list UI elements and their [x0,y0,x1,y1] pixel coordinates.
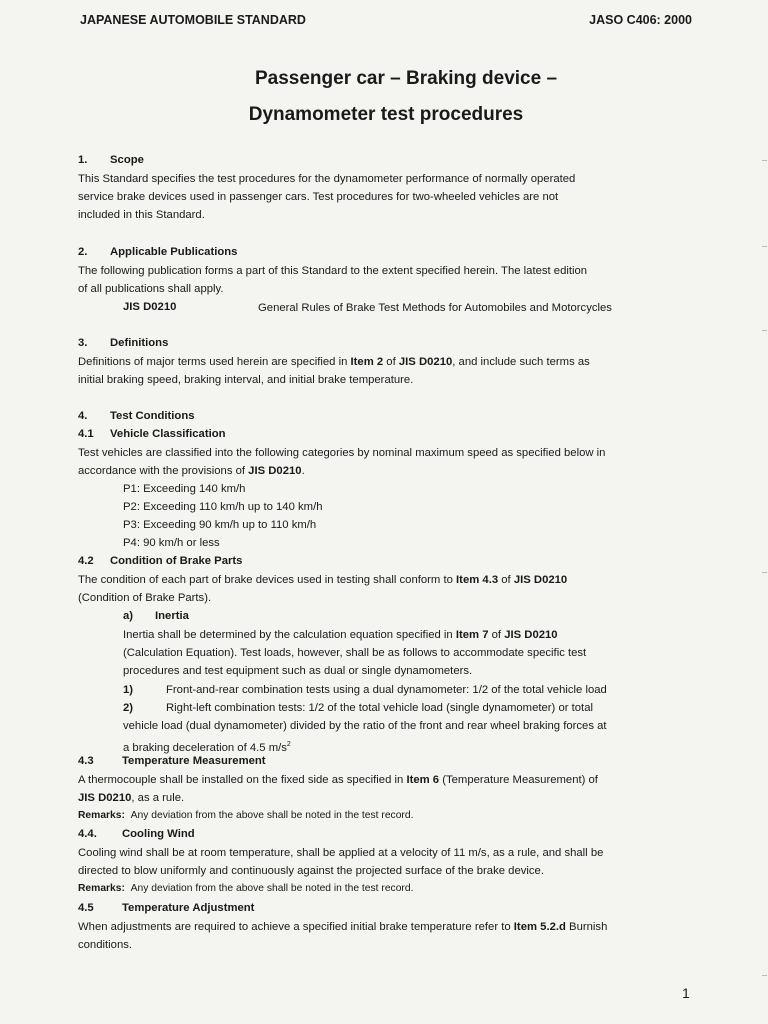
scan-artifact [762,975,767,976]
list-label: 1) [123,684,134,696]
subsection-4-3-heading [78,752,266,770]
section-1-text-line: service brake devices used in passenger cars. Test procedures for two-wheeled vehicles are not [78,191,559,203]
text-run: The condition of each part of brake devices used in testing shall conform to [78,574,457,586]
standard-reference: JIS D0210 [504,629,558,641]
section-number: 2. [78,246,88,258]
section-number: 4.3 [78,755,94,767]
section-title: Cooling Wind [122,828,195,840]
text-run: A thermocouple shall be installed on the fixed side as specified in [78,774,407,786]
document-title-line1: Passenger car – Braking device – [254,68,558,89]
section-title: Scope [110,154,144,166]
inertia-heading [123,607,189,625]
subsection-4-2-text-line: (Condition of Brake Parts). [78,592,212,604]
category-list-item: P1: Exceeding 140 km/h [123,483,246,495]
numbered-item-text: Right-left combination tests: 1/2 of the total vehicle load (single dynamometer) or total [166,702,593,714]
item-reference: Item 7 [455,629,489,641]
header-standard-number: JASO C406: 2000 [589,13,692,27]
subsection-4-5-heading [78,899,254,917]
section-number: 3. [78,337,88,349]
section-1-text-line: included in this Standard. [78,209,205,221]
section-number: 4. [78,410,88,422]
text-run: , as a rule. [131,792,185,804]
item-reference: Item 5.2.d [513,921,566,933]
section-number: 4.4. [78,828,97,840]
section-title: Definitions [110,337,169,349]
subsection-4-2-heading [78,552,242,570]
remarks-text: Any deviation from the above shall be noted in the test record. [130,883,414,894]
remarks-label: Remarks: [78,810,125,821]
section-3-text-line [78,353,590,371]
standard-reference: JIS D0210 [78,792,132,804]
section-2-text-line: The following publication forms a part of this Standard to the extent specified herein. The latest edition [78,265,588,277]
list-title: Inertia [155,610,189,622]
document-title-line2: Dynamometer test procedures [248,104,524,125]
remarks-line [78,880,413,898]
subsection-4-4-text-line: Cooling wind shall be at room temperature, shall be applied at a velocity of 11 m/s, as a rule, and shall be [78,847,604,859]
reference-code: JIS D0210 [123,301,177,313]
text-run: , and include such terms as [452,356,590,368]
section-title: Test Conditions [110,410,195,422]
text-run: of [488,629,505,641]
subsection-4-1-text-line [78,462,305,480]
subsection-4-5-text-line: conditions. [78,939,133,951]
numbered-item-text: vehicle load (dual dynamometer) divided by the ratio of the front and rear wheel braking forces at [123,720,607,732]
inertia-text-line: (Calculation Equation). Test loads, however, shall be as follows to accommodate specific test [123,647,587,659]
item-reference: Item 6 [406,774,440,786]
text-run: of [498,574,514,586]
superscript: 2 [286,741,291,748]
inertia-text-line [123,626,558,644]
category-list-item: P2: Exceeding 110 km/h up to 140 km/h [123,501,323,513]
header-organization: JAPANESE AUTOMOBILE STANDARD [80,13,306,27]
reference-title: General Rules of Brake Test Methods for Automobiles and Motorcycles [258,302,612,314]
category-list-item: P3: Exceeding 90 km/h up to 110 km/h [123,519,317,531]
subsection-4-3-text-line [78,771,598,789]
list-label: a) [123,610,134,622]
remarks-label: Remarks: [78,883,125,894]
standard-reference: JIS D0210 [248,465,302,477]
inertia-text-line: procedures and test equipment such as dual or single dynamometers. [123,665,473,677]
subsection-4-5-text-line [78,918,607,936]
section-title: Vehicle Classification [110,428,226,440]
text-run: a braking deceleration of 4.5 m/s [123,741,287,754]
subsection-4-4-heading [78,825,195,843]
list-label: 2) [123,702,134,714]
remarks-line [78,807,413,825]
scan-artifact [762,246,767,247]
section-3-heading [78,334,168,352]
section-number: 1. [78,154,88,166]
text-run: Inertia shall be determined by the calculation equation specified in [123,629,456,641]
text-run: Definitions of major terms used herein are specified in [78,356,351,368]
section-3-text-line: initial braking speed, braking interval, and initial brake temperature. [78,374,414,386]
remarks-text: Any deviation from the above shall be noted in the test record. [130,810,414,821]
section-number: 4.2 [78,555,94,567]
category-list-item: P4: 90 km/h or less [123,537,220,549]
section-4-heading [78,407,195,425]
item-reference: Item 4.3 [456,574,499,586]
scan-artifact [762,572,767,573]
section-2-text-line: of all publications shall apply. [78,283,224,295]
subsection-4-3-text-line [78,789,184,807]
section-number: 4.1 [78,428,94,440]
text-run: . [301,465,305,477]
section-title: Temperature Measurement [122,755,266,767]
text-run: Burnish [565,921,608,933]
section-1-text-line: This Standard specifies the test procedures for the dynamometer performance of normally operated [78,173,576,185]
text-run: (Temperature Measurement) of [439,774,598,786]
text-run: When adjustments are required to achieve a specified initial brake temperature refer to [78,921,514,933]
section-title: Applicable Publications [110,246,238,258]
section-number: 4.5 [78,902,94,914]
subsection-4-1-heading [78,425,226,443]
subsection-4-4-text-line: directed to blow uniformly and continuously against the projected surface of the brake device. [78,865,544,877]
numbered-item-text: Front-and-rear combination tests using a dual dynamometer: 1/2 of the total vehicle load [166,684,607,696]
scan-artifact [762,330,767,331]
section-title: Condition of Brake Parts [110,555,243,567]
subsection-4-1-text-line: Test vehicles are classified into the following categories by nominal maximum speed as specified below in [78,447,606,459]
subsection-4-2-text-line [78,571,567,589]
section-1-heading [78,151,144,169]
text-run: accordance with the provisions of [78,465,249,477]
standard-reference: JIS D0210 [513,574,568,586]
standard-reference: JIS D0210 [398,356,453,368]
scan-artifact [762,160,767,161]
section-2-heading [78,243,237,261]
page-number: 1 [682,985,690,1001]
item-reference: Item 2 [350,356,384,368]
text-run: of [383,356,399,368]
section-title: Temperature Adjustment [122,902,255,914]
